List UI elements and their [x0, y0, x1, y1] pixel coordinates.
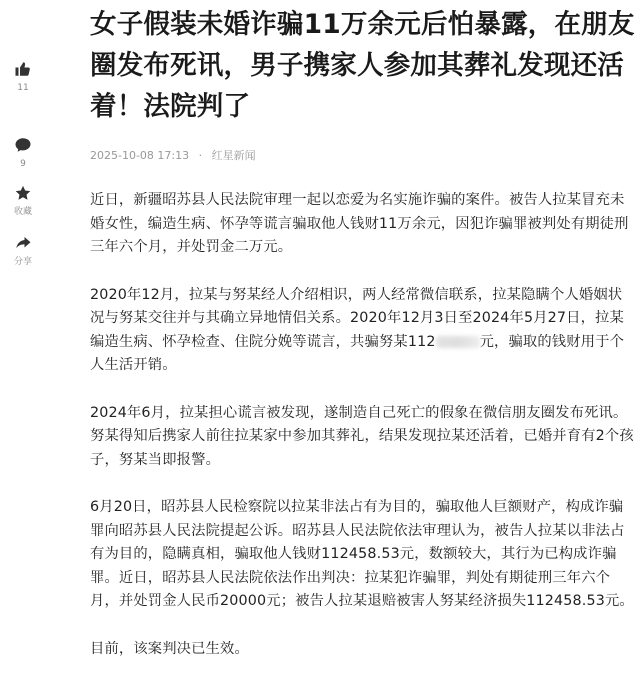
- comment-count: 9: [20, 159, 26, 169]
- source-name[interactable]: 红星新闻: [211, 149, 256, 162]
- paragraph-4: 6月20日，昭苏县人民检察院以拉某非法占有为目的，骗取他人巨额财产，构成诈骗罪向昭苏县人民法院提起公诉。昭苏县人民法院依法审理认为，被告人拉某以非法占有为目的，隐瞒真相，骗取他人钱财112458.53元，数额较大，其行为已构成诈骗罪。近日，昭苏县人民法院依法作出判决：拉某犯诈骗罪，判处有期徒刑三年六个月，并处罚金人民币20000元；被告人拉某退赔被害人努某经济损失112458.53元。: [90, 499, 634, 609]
- paragraph-2-end: 元，骗取的钱财用于个人生活开销。: [90, 333, 625, 373]
- paragraph-2-start: 2020年12月，拉某与努某经人介绍相识，两人经常微信联系，拉某隐瞒个人婚姻状况与努某交往并与其确立异地情侣关系。2020年12月3日至2024年5月27日，拉某编造生病、怀孕检查、住院分娩等谎言，共骗努某112: [90, 286, 624, 350]
- publish-date: 2025-10-08 17:13: [90, 149, 190, 162]
- paragraph-2: [90, 284, 635, 378]
- article-body: [90, 189, 635, 685]
- share-icon: [14, 234, 32, 252]
- comment-icon: [14, 136, 32, 154]
- favorite-label: 收藏: [13, 207, 32, 217]
- share-button[interactable]: [0, 234, 46, 268]
- meta-separator: ·: [198, 149, 203, 162]
- paragraph-5: 目前，该案判决已生效。: [90, 640, 249, 657]
- blurred-amount: [436, 336, 480, 348]
- like-button[interactable]: [0, 60, 46, 94]
- star-icon: [14, 184, 32, 202]
- thumbs-up-icon: [14, 60, 32, 78]
- like-count: 11: [17, 83, 29, 93]
- paragraph-3: 2024年6月，拉某担心谎言被发现，遂制造自己死亡的假象在微信朋友圈发布死讯。努某得知后携家人前往拉某家中参加其葬礼，结果发现拉某还活着，已婚并育有2个孩子，努某当即报警。: [90, 404, 634, 468]
- article-title: 女子假装未婚诈骗11万余元后怕暴露，在朋友圈发布死讯，男子携家人参加其葬礼发现还活着！法院判了: [90, 9, 635, 122]
- share-label: 分享: [13, 257, 32, 267]
- article-meta: [90, 148, 256, 164]
- comment-button[interactable]: [0, 136, 46, 170]
- favorite-button[interactable]: [0, 184, 46, 218]
- paragraph-1: 近日，新疆昭苏县人民法院审理一起以恋爱为名实施诈骗的案件。被告人拉某冒充未婚女性，编造生病、怀孕等谎言骗取他人钱财11万余元，因犯诈骗罪被判处有期徒刑三年六个月，并处罚金二万元。: [90, 192, 629, 255]
